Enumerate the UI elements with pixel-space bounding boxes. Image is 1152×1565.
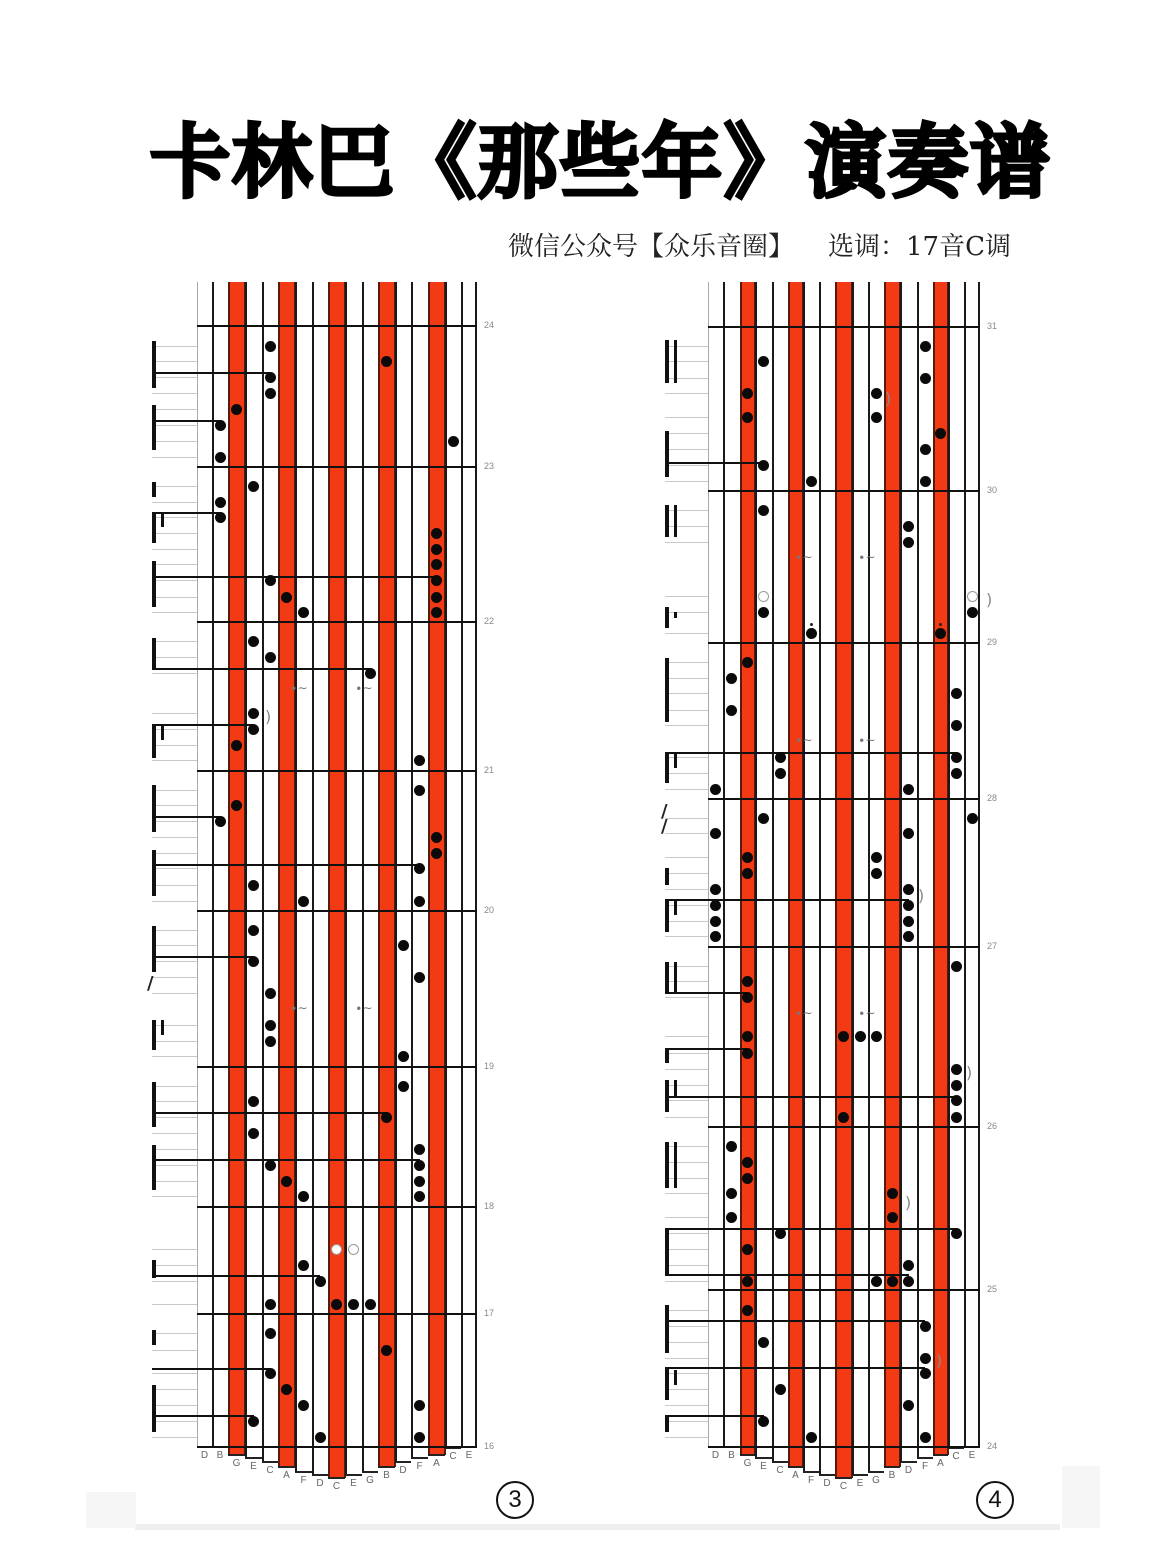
note-dot (742, 992, 753, 1003)
measure-line (708, 1446, 980, 1448)
tie-mark: ) (966, 1063, 973, 1082)
rest-symbol: ∙∼ (290, 1001, 308, 1015)
rhythm-stem (665, 505, 669, 537)
rhythm-stem (665, 1368, 669, 1400)
measure-line (708, 326, 980, 328)
note-dot (806, 628, 817, 639)
note-dot (903, 828, 914, 839)
tine-note-label: E (465, 1450, 473, 1461)
rhythm-stem-secondary (674, 1370, 677, 1385)
tine-note-label: C (776, 1465, 784, 1476)
note-dot (758, 356, 769, 367)
tine-note-label: D (399, 1465, 407, 1476)
rhythm-beam (665, 1320, 925, 1322)
rhythm-beam (665, 1096, 956, 1098)
rhythm-beam (665, 899, 909, 901)
tine-note-label: E (760, 1461, 767, 1472)
note-dot (871, 1276, 882, 1287)
tine-note-label: F (921, 1461, 929, 1472)
tine-C-16 (948, 282, 965, 1448)
rest-symbol: ∙∼ (858, 733, 876, 747)
tine-E-17 (964, 282, 980, 1447)
note-dot (951, 1064, 962, 1075)
tie-mark: ) (986, 590, 993, 609)
rest-symbol: ∙∼ (290, 681, 308, 695)
note-dot (742, 868, 753, 879)
note-dot (920, 476, 931, 487)
key-label: 选调：17音C调 (828, 232, 1011, 262)
tine-note-label: C (952, 1451, 960, 1462)
rhythm-stem-secondary (674, 340, 677, 383)
tine-note-label: E (250, 1461, 257, 1472)
note-dot (742, 1276, 753, 1287)
rhythm-stem-secondary (674, 505, 677, 537)
note-dot-mark (810, 623, 813, 626)
tine-E-4 (755, 282, 773, 1458)
tine-note-label: D (904, 1465, 913, 1476)
rest-symbol: ∙∼ (858, 1006, 876, 1020)
note-dot-mark (939, 623, 942, 626)
note-dot (951, 1112, 962, 1123)
note-dot (903, 931, 914, 942)
note-dot (758, 813, 769, 824)
note-dot (871, 852, 882, 863)
source-label: 微信公众号【众乐音圈】 (508, 232, 795, 262)
rhythm-stem-secondary (674, 900, 677, 915)
tine-note-label: B (216, 1450, 224, 1461)
rest-symbol: ∙∼ (795, 733, 813, 747)
measure-number: 16 (484, 1441, 495, 1451)
note-dot (935, 628, 946, 639)
measure-line (708, 490, 980, 492)
note-dot (758, 607, 769, 618)
tine-end (819, 1474, 835, 1476)
measure-number: 19 (484, 1061, 495, 1071)
measure-number: 24 (987, 1441, 998, 1451)
rest-symbol: ∙∼ (795, 1006, 813, 1020)
note-dot (951, 1095, 962, 1106)
measure-number: 24 (484, 320, 495, 330)
measure-line (708, 1289, 980, 1291)
tine-note-label: D (200, 1450, 209, 1461)
note-dot (903, 521, 914, 532)
note-dot (951, 768, 962, 779)
note-dot (710, 916, 721, 927)
note-dot (775, 752, 786, 763)
note-dot (710, 828, 721, 839)
note-dot (742, 1157, 753, 1168)
note-dot (742, 657, 753, 668)
rhythm-stem (665, 868, 669, 885)
note-dot (742, 412, 753, 423)
note-dot (903, 1400, 914, 1411)
note-dot (758, 460, 769, 471)
tine-A-15 (933, 282, 949, 1455)
rhythm-stem-secondary (674, 612, 677, 618)
measure-line (708, 946, 980, 948)
tine-note-label: D (316, 1478, 324, 1489)
note-dot (951, 1228, 962, 1239)
tine-note-label: D (823, 1478, 831, 1489)
rhythm-beam (665, 462, 764, 464)
rhythm-beam (665, 1274, 909, 1276)
tine-E-10 (852, 282, 869, 1475)
tine-end (788, 1466, 803, 1468)
tie-mark: ) (885, 389, 892, 408)
tine-end (917, 1457, 933, 1459)
measure-number: 25 (987, 1284, 998, 1294)
tine-end (755, 1457, 772, 1459)
note-dot (758, 505, 769, 516)
tine-end (803, 1471, 819, 1473)
tine-end (884, 1466, 900, 1468)
note-dot (775, 1384, 786, 1395)
tine-end (933, 1454, 948, 1456)
note-dot (920, 444, 931, 455)
slash-mark: / (661, 816, 668, 837)
rest-symbol: ∙∼ (795, 550, 813, 564)
note-dot (903, 784, 914, 795)
tine-end (852, 1474, 868, 1476)
rhythm-stem-secondary (674, 1080, 677, 1097)
note-dot (742, 1244, 753, 1255)
note-dot (887, 1212, 898, 1223)
rhythm-beam (665, 992, 748, 994)
tie-mark: ) (936, 1351, 943, 1370)
rhythm-stem (665, 340, 669, 383)
page-title: 卡林巴《那些年》演奏谱 (150, 116, 1052, 209)
note-dot (967, 607, 978, 618)
note-dot (920, 1368, 931, 1379)
rest-symbol: ∙∼ (355, 681, 373, 695)
rhythm-stem (665, 1415, 669, 1432)
note-dot (775, 1228, 786, 1239)
rhythm-stem (665, 962, 669, 993)
rhythm-beam (665, 1048, 748, 1050)
rhythm-stem (665, 658, 669, 722)
note-dot (951, 1080, 962, 1091)
note-dot (742, 976, 753, 987)
tine-note-label: D (711, 1450, 720, 1461)
measure-number: 29 (987, 637, 998, 647)
tine-C-9 (835, 282, 853, 1478)
tine-note-label: B (728, 1450, 735, 1461)
tine-note-label: B (888, 1470, 896, 1481)
tine-note-label: C (266, 1465, 274, 1476)
tine-D-8 (819, 282, 836, 1475)
tine-note-label: B (383, 1470, 390, 1481)
note-dot (726, 1188, 737, 1199)
note-dot (726, 705, 737, 716)
note-dot (742, 1048, 753, 1059)
tie-mark: ) (918, 886, 925, 905)
measure-number: 21 (484, 765, 495, 775)
rhythm-beam (665, 1367, 925, 1369)
hollow-note (758, 591, 769, 602)
tine-note-label: A (792, 1470, 799, 1481)
tine-D-1 (708, 282, 724, 1447)
note-dot (775, 768, 786, 779)
rhythm-beam (665, 752, 956, 754)
note-dot (871, 1031, 882, 1042)
note-dot (726, 1212, 737, 1223)
tine-end (740, 1454, 755, 1456)
rhythm-stem (665, 752, 669, 783)
tine-note-label: E (856, 1478, 864, 1489)
measure-number: 31 (987, 321, 998, 331)
note-dot (967, 813, 978, 824)
note-dot (838, 1031, 849, 1042)
rest-symbol: ∙∼ (355, 1001, 373, 1015)
note-dot (951, 720, 962, 731)
note-dot (903, 537, 914, 548)
note-dot (920, 1432, 931, 1443)
measure-number: 26 (987, 1121, 998, 1131)
note-dot (903, 1260, 914, 1271)
note-dot (838, 1112, 849, 1123)
note-dot (871, 868, 882, 879)
note-dot (920, 1321, 931, 1332)
note-dot (920, 341, 931, 352)
measure-number: 20 (484, 905, 495, 915)
note-dot (935, 428, 946, 439)
tie-mark: ) (905, 1193, 912, 1212)
slash-mark: / (147, 973, 154, 994)
note-dot (742, 388, 753, 399)
note-dot (710, 900, 721, 911)
note-dot (920, 373, 931, 384)
note-dot (871, 388, 882, 399)
note-dot (903, 916, 914, 927)
tine-note-label: E (968, 1450, 976, 1461)
measure-number: 18 (484, 1201, 495, 1211)
tine-C-5 (772, 282, 789, 1462)
rhythm-stem (665, 431, 669, 477)
rhythm-beam (665, 1415, 764, 1417)
note-dot (742, 852, 753, 863)
tine-note-label: F (807, 1475, 815, 1486)
note-dot (903, 884, 914, 895)
rhythm-beam (665, 1228, 956, 1230)
tine-note-label: G (872, 1475, 880, 1486)
tine-note-label: A (937, 1458, 944, 1469)
tine-note-label: E (350, 1478, 357, 1489)
measure-line (708, 798, 980, 800)
note-dot (742, 1031, 753, 1042)
slash-mark: / (661, 801, 668, 822)
tine-note-label: G (743, 1458, 752, 1469)
tine-end (772, 1461, 788, 1463)
measure-number: 28 (987, 793, 998, 803)
note-dot (951, 752, 962, 763)
note-dot (871, 412, 882, 423)
tine-end (835, 1477, 852, 1479)
rest-symbol: ∙∼ (858, 550, 876, 564)
tine-note-label: C (839, 1481, 848, 1492)
rhythm-stem (665, 607, 669, 628)
note-dot (710, 931, 721, 942)
measure-number: 22 (484, 616, 495, 626)
note-dot (951, 688, 962, 699)
measure-line (708, 1126, 980, 1128)
note-dot (887, 1188, 898, 1199)
hollow-note (967, 591, 978, 602)
measure-line (708, 642, 980, 644)
measure-number: 30 (987, 485, 998, 495)
note-dot (806, 1432, 817, 1443)
note-dot (920, 1353, 931, 1364)
note-dot (758, 1416, 769, 1427)
note-dot (710, 784, 721, 795)
rhythm-stem-secondary (674, 962, 677, 993)
note-dot (887, 1276, 898, 1287)
measure-number: 27 (987, 941, 998, 951)
note-dot (742, 1173, 753, 1184)
tine-note-label: G (232, 1458, 241, 1469)
note-dot (855, 1031, 866, 1042)
tine-note-label: G (366, 1475, 374, 1486)
rhythm-stem (665, 900, 669, 932)
tie-mark: ) (265, 707, 272, 726)
tine-F-7 (803, 282, 820, 1472)
note-dot (742, 1305, 753, 1316)
rhythm-stem (665, 1048, 669, 1063)
rhythm-stem-secondary (674, 1142, 677, 1188)
note-dot (951, 961, 962, 972)
rhythm-stem (665, 1228, 669, 1275)
page-number-badge: 3 (496, 1481, 534, 1519)
rhythm-stem (665, 1305, 669, 1353)
note-dot (710, 884, 721, 895)
tine-end (900, 1461, 917, 1463)
tine-note-label: C (332, 1481, 341, 1492)
note-dot (726, 1141, 737, 1152)
rhythm-stem-secondary (674, 752, 677, 768)
tine-note-label: A (433, 1458, 440, 1469)
tine-F-14 (917, 282, 934, 1458)
measure-number: 17 (484, 1308, 495, 1318)
tine-note-label: F (300, 1475, 307, 1486)
note-dot (758, 1337, 769, 1348)
tine-end (868, 1471, 884, 1473)
measure-number: 23 (484, 461, 495, 471)
tine-note-label: C (449, 1451, 457, 1462)
note-dot (903, 1276, 914, 1287)
note-dot (806, 476, 817, 487)
note-dot (726, 673, 737, 684)
tine-note-label: A (283, 1470, 290, 1481)
rhythm-stem (665, 1142, 669, 1188)
tine-B-2 (723, 282, 741, 1447)
page-number-badge: 4 (976, 1481, 1014, 1519)
note-dot (903, 900, 914, 911)
tine-note-label: F (416, 1461, 423, 1472)
